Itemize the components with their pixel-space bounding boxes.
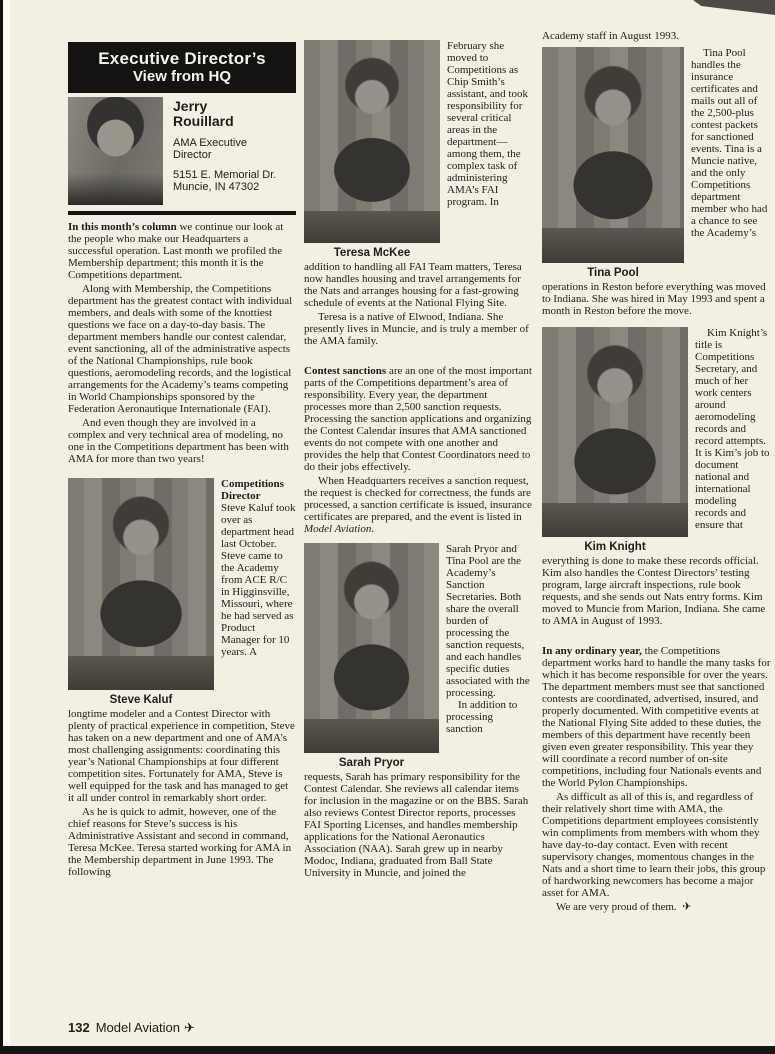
kaluf-side-paragraph: Steve Kaluf took over as department head last October. Steve came to the Academy from ACE R/C in Higginsville, Missouri, where he had served as Product Manager for 10 years. A (221, 502, 296, 658)
col3-p5: We are very proud of them. ✈ (556, 900, 692, 913)
col1-intro-p2: Along with Membership, the Competitions department has the greatest contact with individual members, and deals with some of the knottiest questions we face on a day-to-day basis. The department members handle our contest calendar, event sanctioning, all of the administrative aspects of the National Championships, rule book questions, aeromodeling records, and the logistical arrangements for the Academy’s teams competing in World Championships sponsored by the Federation Aeronautique Internationale (FAI). (68, 283, 293, 415)
col1-intro-p3: And even though they are involved in a complex and very technical area of modeling, no one in the Competitions department has been with AMA for more than two years! (68, 417, 289, 465)
divider-rule (68, 211, 296, 215)
teresa-photo-row (304, 40, 532, 259)
col3-p4: As difficult as all of this is, and regardless of their relatively short time with AMA, the Competitions department employees consistently win compliments from members with whom they have day-to-day contact. Even with recent supervisory changes, momentous changes in the Nats and a short time to learn their jobs, this group of hardworking newcomers has become a major asset for AMA. (542, 791, 766, 899)
scan-edge-white (3, 0, 10, 1054)
col1-p5: As he is quick to admit, however, one of the chief reasons for Steve’s success is his Administrative Assistant and second in command, Teresa McKee. Teresa started working for AMA in the Membership department in June 1993. The following (68, 806, 292, 878)
tina-photo-column (542, 47, 684, 279)
tina-photo-row (542, 47, 771, 279)
header-line-1: Executive Director’s (98, 49, 266, 68)
photo-jerry-rouillard (68, 97, 163, 205)
col2-p4: When Headquarters receives a sanction request, the request is checked for correctness, the funds are processed, a sanction certificate is issued, insurance certificates are prepared, and the event is listed in Model Aviation. (304, 475, 532, 535)
footer-airplane-icon: ✈ (184, 1021, 195, 1036)
col2-contest-sanctions-p3: Contest sanctions are an one of the most important parts of the Competitions department’s area of responsibility. Every year, the department processes more than 2,500 sanction requests. Processing the sanction applications and organizing the Contest Calendar insures that AMA sanctioned events do not compete with one another and provides the help that Contest Coordinators need to do their jobs effectively. (304, 365, 532, 473)
scan-corner-artifact (693, 0, 775, 15)
sarah-side-paragraph-1: Sarah Pryor and Tina Pool are the Academy’s Sanction Secretaries. Both share the overall burden of processing the sanction requests, and each handles specific duties associated with the processing. (446, 543, 530, 699)
teresa-side-paragraph: February she moved to Competitions as Chip Smith’s assistant, and took responsibility for several critical areas in the department—among them, the complex task of administering AMA’s FAI program. In (447, 40, 528, 208)
header-line-2: View from HQ (132, 68, 232, 85)
sarah-photo-row (304, 543, 532, 769)
kim-photo-row (542, 327, 771, 553)
col3-p2: everything is done to make these records official. Kim also handles the Contest Directors’ testing program, large aircraft inspections, rule book requests, and she sends out Nats entry forms. Kim moved to Muncie from Marion, Indiana. She came to AMA in August of 1993. (542, 555, 766, 627)
kaluf-photo-column (68, 478, 214, 706)
end-airplane-icon: ✈ (682, 900, 692, 913)
col3-ordinary-year-p3: In any ordinary year, the Competitions department works hard to handle the many tasks for which it has become responsible for over the years. The department members must see that sanctioned contests are coordinated, advertised, insured, and properly documented. With competitive events at the National Flying Site added to these duties, the members of this department have recently been given even greater responsibility. This year they will coordinate a record number of on-site competitions, including four Nationals events and the World Pylon Championships. (542, 645, 771, 789)
sarah-photo-column (304, 543, 439, 769)
sarah-side-text (446, 543, 532, 769)
photo-sarah-pryor (304, 543, 439, 753)
kim-photo-column (542, 327, 688, 553)
tina-side-paragraph: Tina Pool handles the insurance certificates and mails out all of the 2,500-plus contest packets for sanctioned events. Tina is a Muncie native, and the only Competitions department member who had a chance to see the Academy’s (691, 47, 768, 239)
kaluf-photo-row (68, 478, 296, 706)
col1-continuation-p4: longtime modeler and a Contest Director with plenty of practical experience in competition, Steve has taken on a new department and one of AMA’s most challenging assignments: coordinating this year’s National Championships at four different competition sites. Fortunately for AMA, Steve is well equipped for the task and has managed to get it all under control in remarkably short order. (68, 708, 295, 804)
column-3 (542, 30, 771, 913)
director-text-block (173, 97, 276, 205)
col2-p3-lead: Contest sanctions (304, 365, 387, 377)
tina-side-text (691, 47, 771, 279)
director-address-line-1: 5151 E. Memorial Dr. (173, 169, 277, 181)
director-title: AMA Executive Director (173, 137, 247, 161)
caption-sarah-pryor: Sarah Pryor (338, 757, 405, 769)
director-name: Jerry Rouillard (173, 98, 234, 129)
page-number: 132 (68, 1020, 90, 1035)
col2-p2: Teresa is a native of Elwood, Indiana. She presently lives in Muncie, and is truly a member of the AMA family. (304, 311, 529, 347)
photo-kim-knight (542, 327, 688, 537)
photo-tina-pool (542, 47, 684, 263)
kim-side-text (695, 327, 771, 553)
magazine-title: Model Aviation (95, 1020, 181, 1035)
col1-p1-lead: In this month’s column (68, 221, 177, 233)
photo-steve-kaluf (68, 478, 214, 690)
teresa-photo-column (304, 40, 440, 259)
col1-intro-p1: In this month’s column we continue our look at the people who make our Headquarters a successful operation. Last month we profiled the Membership department; this month it is the Competitions department. (68, 221, 284, 281)
col2-p5: requests, Sarah has primary responsibility for the Contest Calendar. She reviews all calendar items for inclusion in the magazine or on the BBS. Sarah also reviews Contest Director reports, processes FAI Sporting Licenses, and handles membership applications for the National Aeronautics Association (NAA). Sarah grew up in nearby Modoc, Indiana, graduated from Ball State University in Muncie, and joined the (304, 771, 529, 879)
col3-top-line: Academy staff in August 1993. (542, 30, 679, 42)
teresa-side-text (447, 40, 532, 259)
column-2 (304, 40, 532, 879)
caption-teresa-mckee: Teresa McKee (333, 247, 411, 259)
page-footer (68, 1020, 195, 1036)
section-header-box (68, 42, 296, 93)
bottom-rule (0, 1046, 775, 1054)
photo-teresa-mckee (304, 40, 440, 243)
kim-side-paragraph: Kim Knight’s title is Competitions Secretary, and much of her work centers around aeromodeling records and record attempts. It is Kim’s job to document national and international modeling records and ensure that (695, 327, 770, 531)
column-1 (68, 42, 296, 878)
director-info-row (68, 97, 296, 205)
col3-p1: operations in Reston before everything was moved to Indiana. She was hired in May 1993 and spent a month in Reston before the move. (542, 281, 766, 317)
kaluf-side-text (221, 478, 296, 706)
col2-p1: addition to handling all FAI Team matters, Teresa now handles housing and travel arrangements for the Nats and arranges housing for a fast-growing schedule of events at the National Flying Site. (304, 261, 522, 309)
col3-p3-lead: In any ordinary year, (542, 645, 642, 657)
caption-steve-kaluf: Steve Kaluf (109, 694, 173, 706)
director-address-line-2: Muncie, IN 47302 (173, 181, 260, 193)
director-address (173, 169, 276, 193)
caption-kim-knight: Kim Knight (584, 541, 646, 553)
caption-tina-pool: Tina Pool (587, 267, 639, 279)
magazine-title-italic: Model Aviation (304, 523, 372, 535)
side-heading-competitions-director: Competitions Director (221, 478, 284, 502)
sarah-side-paragraph-2: In addition to processing sanction (446, 699, 518, 735)
